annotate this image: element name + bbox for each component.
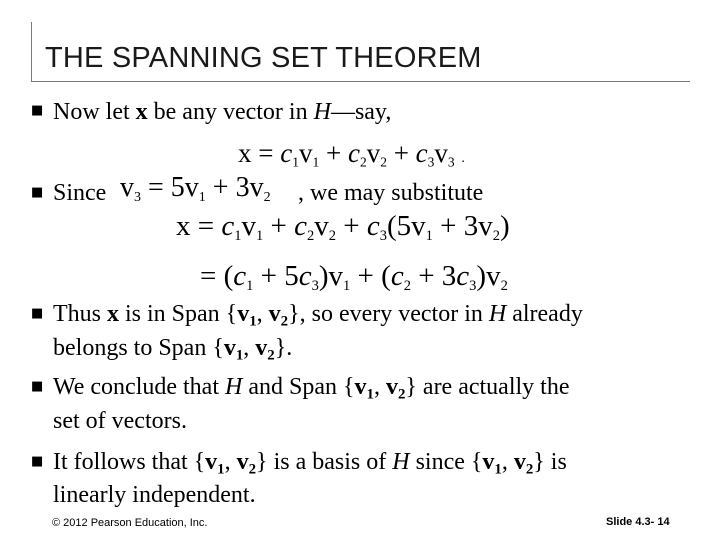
bullet-2-since: Since [53, 180, 107, 206]
bullet-3-line-1: Thus x is in Span {$v_1$, $v_2$}, so every vector in H already [53, 301, 583, 330]
equation-x-combination [238, 138, 465, 171]
square-bullet-icon: ■ [31, 103, 44, 118]
square-bullet-icon: ■ [31, 454, 44, 469]
bullet-2-substitute: , we may substitute [298, 180, 484, 206]
bullet-3-line-2: belongs to Span {$v_1$, $v_2$}. [53, 335, 293, 364]
equation-collected: = $(c_1 + 5c_3)v_1 + (c_2 + 3c_3)v_2$ [200, 260, 508, 295]
copyright-footer: © 2012 Pearson Education, Inc. [52, 517, 208, 529]
bullet-1-text: Now let x be any vector in H—say, [53, 99, 392, 125]
eq1-rendered: $x = c_1v_1 + c_2v_2 + c_3v_3$ . [238, 138, 465, 170]
square-bullet-icon: ■ [31, 306, 44, 321]
square-bullet-icon: ■ [31, 379, 44, 394]
bullet-5-line-1: It follows that {$v_1$, $v_2$} is a basis of H since {$v_1$, $v_2$} is [53, 449, 567, 478]
slide-number: Slide 4.3- 14 [606, 516, 670, 528]
equation-v3: $v_3 = 5v_1 + 3v_2$ [120, 172, 271, 205]
bullet-4-line-1: We conclude that H and Span {$v_1$, $v_2$} are actually the [53, 374, 570, 403]
slide-title: THE SPANNING SET THEOREM [45, 42, 482, 74]
bullet-4-line-2: set of vectors. [53, 408, 187, 434]
title-divider-horizontal [31, 81, 690, 82]
equation-substitution: $x = c_1v_1 + c_2v_2 + c_3(5v_1 + 3v_2)$ [176, 210, 510, 245]
bullet-5-line-2: linearly independent. [53, 482, 256, 508]
square-bullet-icon: ■ [31, 185, 44, 200]
title-divider-vertical [31, 22, 32, 82]
